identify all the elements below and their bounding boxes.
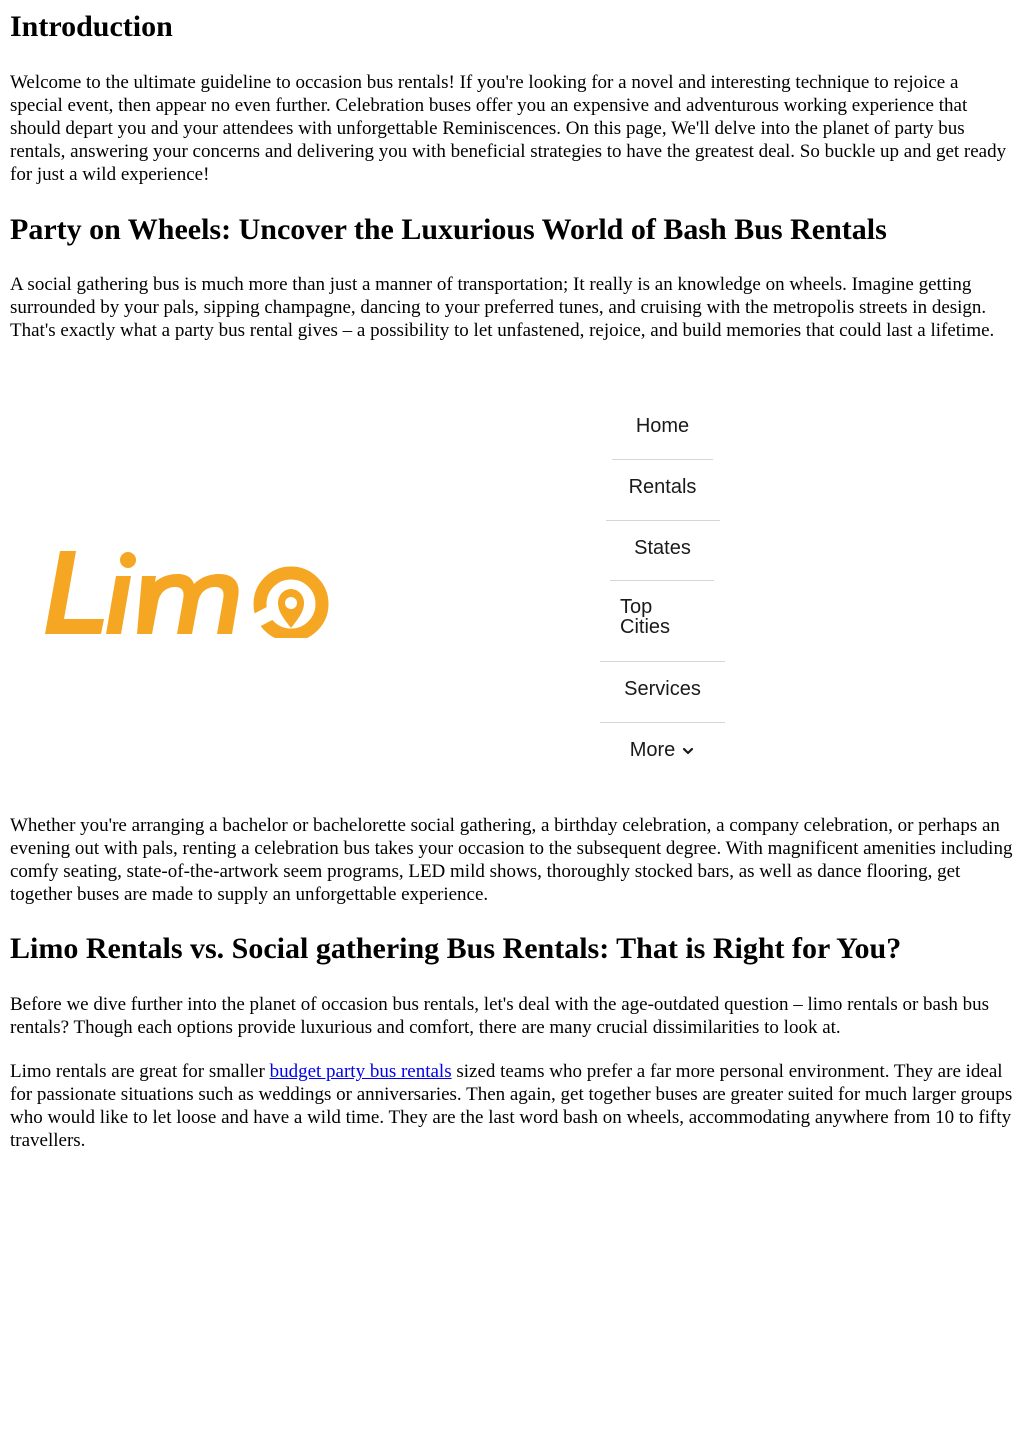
party-paragraph: A social gathering bus is much more than just a manner of transportation; It really is an knowledge on wheels. Imagine getting surrounded by your pals, sipping champagne, dancing to your preferred tunes, and cruising with the metropolis streets in design. That's exactly what a party bus rental gives – a possibility to let unfastened, rejoice, and build memories that could last a lifetime. [10,274,995,341]
nav-divider [606,520,720,521]
nav-divider [600,661,725,662]
nav-divider [610,580,714,581]
limo-text-after-link: sized teams who prefer a far more personal environment. They are ideal for passionate situations such as weddings or anniversaries. Then again, get together buses are greater suited for much larger groups who would like to let loose and have a wild time. They are the last word bash on wheels, accommodating anywhere from 10 to fifty travellers. [10,1061,1013,1151]
nav-divider [600,722,725,723]
before-paragraph: Before we dive further into the planet of occasion bus rentals, let's deal with the age-outdated question – limo rentals or bash bus rentals? Though each options provide luxurious and comfort, there are many crucial dissimilarities to look at. [10,994,990,1038]
whether-paragraph: Whether you're arranging a bachelor or bachelorette social gathering, a birthday celebration, a company celebration, or perhaps an evening out with pals, renting a celebration bus takes your occasion to the subsequent degree. With magnificent amenities including comfy seating, state-of-the-artwork seem programs, LED mild shows, thoroughly stocked bars, as well as dance flooring, get together buses are made to supply an unforgettable experience. [10,815,1013,905]
nav-more[interactable] [600,739,725,762]
nav-states[interactable]: States [634,537,691,559]
site-banner-image [0,388,1024,793]
nav-top-cities-line2: Cities [620,616,671,638]
logo-wordmark [45,551,322,635]
limo-logo [42,548,332,638]
limo-vs-bus-heading: Limo Rentals vs. Social gathering Bus Rentals: That is Right for You? [10,932,902,965]
nav-services[interactable]: Services [624,678,701,700]
limo-rentals-paragraph [10,1060,1016,1152]
nav-top-cities-line1: Top [620,596,653,618]
party-heading: Party on Wheels: Uncover the Luxurious World of Bash Bus Rentals [10,213,887,246]
nav-top-cities[interactable] [620,597,745,637]
nav-rentals[interactable]: Rentals [628,476,697,498]
nav-more-label: More [629,739,676,761]
budget-party-bus-rentals-link[interactable]: budget party bus rentals [269,1061,452,1082]
chevron-down-icon [681,744,695,758]
intro-paragraph: Welcome to the ultimate guideline to occasion bus rentals! If you're looking for a novel and interesting technique to rejoice a special event, then appear no even further. Celebration buses offer you an expensive and adventurous working experience that should depart you and your attendees with unforgettable Reminiscences. On this page, We'll delve into the planet of party bus rentals, answering your concerns and delivering you with beneficial strategies to have the greatest deal. So buckle up and get ready for just a wild experience! [10,72,1007,185]
limo-text-before-link: Limo rentals are great for smaller [10,1061,270,1082]
nav-divider [612,459,713,460]
nav-home[interactable]: Home [635,415,690,437]
intro-heading: Introduction [10,10,173,43]
